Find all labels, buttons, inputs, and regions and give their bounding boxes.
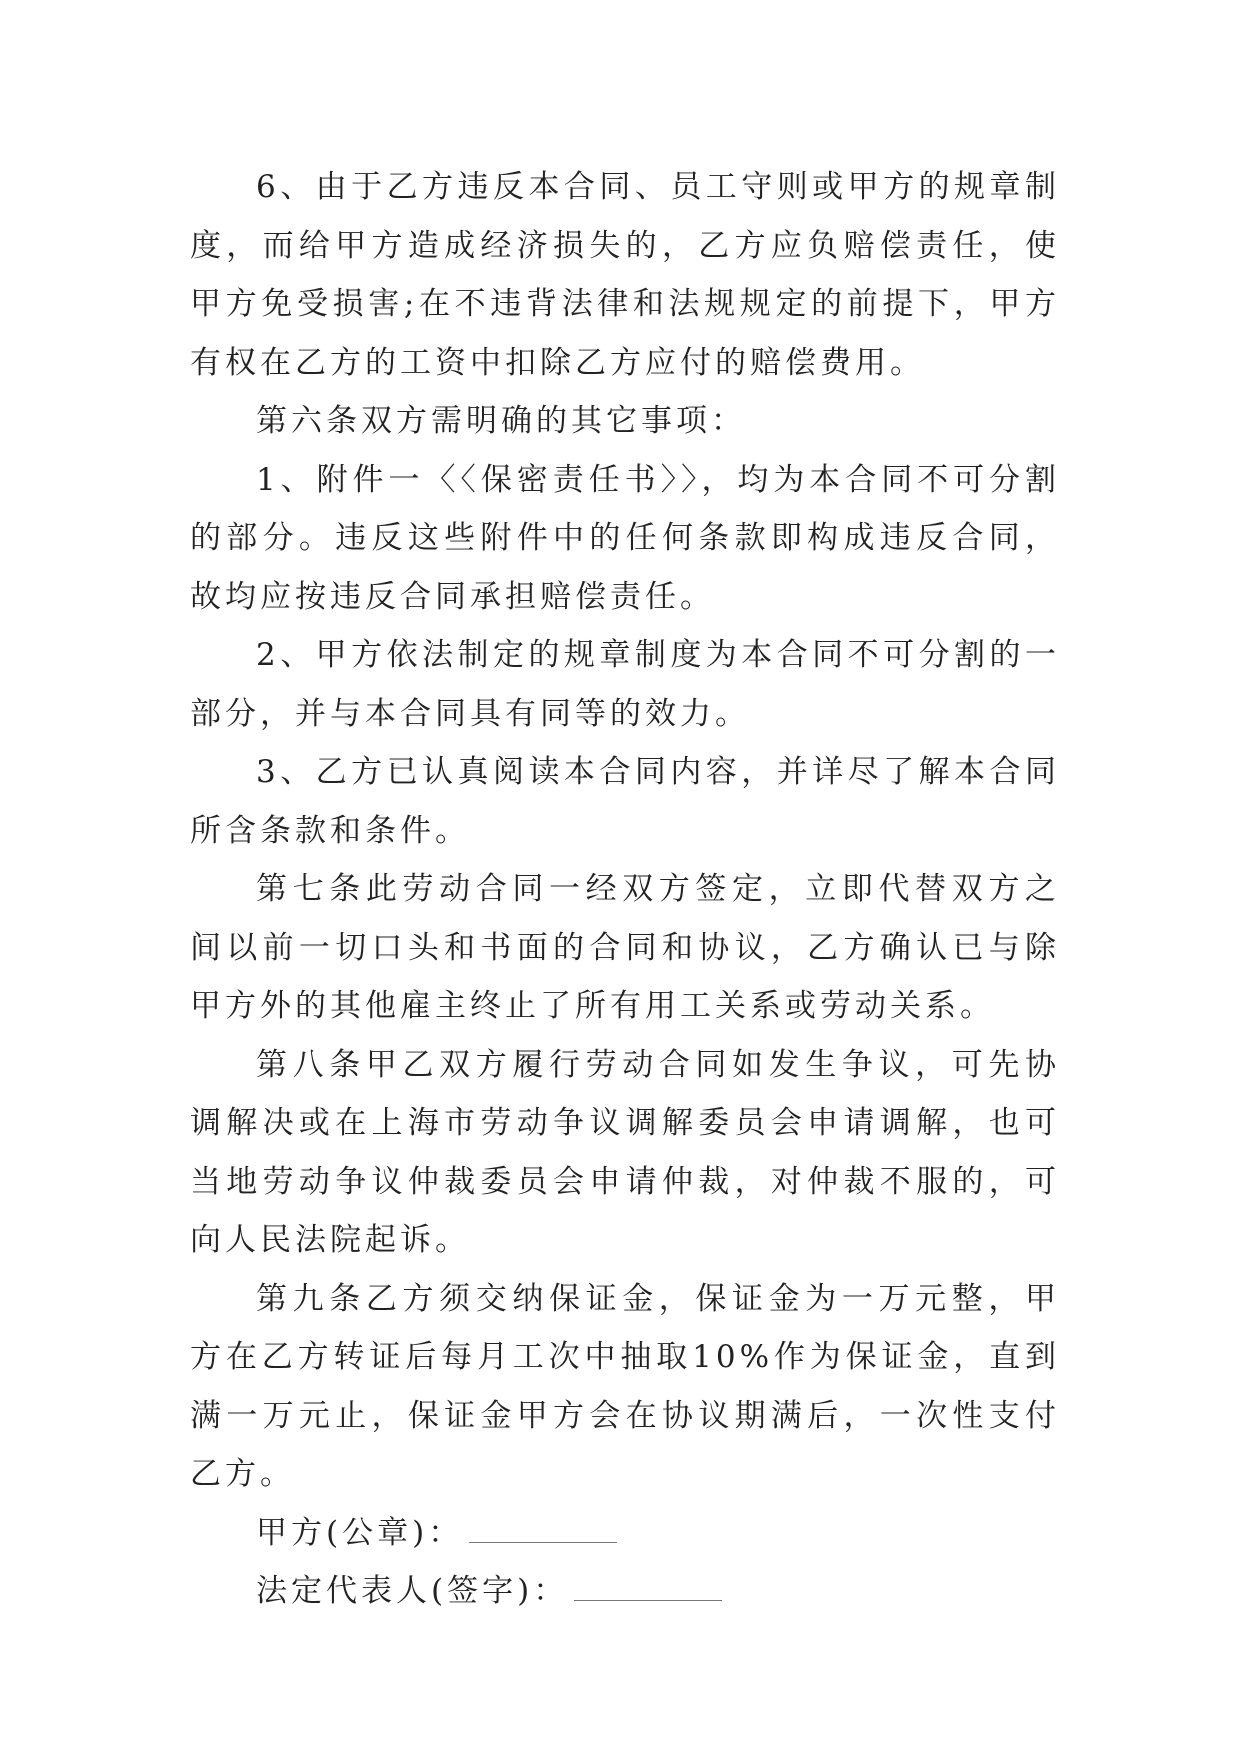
legal-rep-signature-blank[interactable] [574, 1599, 722, 1601]
party-a-signature-line [190, 1504, 1060, 1563]
clause-6-paragraph: 6、由于乙方违反本合同、员工守则或甲方的规章制度，而给甲方造成经济损失的，乙方应负赔偿责任，使甲方免受损害;在不违背法律和法规规定的前提下，甲方有权在乙方的工资中扣除乙方应付的赔偿费用。 [190, 169, 1060, 381]
article-6-item-1: 1、附件一〈〈保密责任书〉〉，均为本合同不可分割的部分。违反这些附件中的任何条款即构成违反合同，故均应按违反合同承担赔偿责任。 [190, 461, 1060, 615]
article-9-paragraph: 第九条乙方须交纳保证金，保证金为一万元整，甲方在乙方转证后每月工次中抽取10%作为保证金，直到满一万元止，保证金甲方会在协议期满后，一次性支付乙方。 [190, 1280, 1060, 1492]
article-8-paragraph: 第八条甲乙双方履行劳动合同如发生争议，可先协调解决或在上海市劳动争议调解委员会申请调解，也可当地劳动争议仲裁委员会申请仲裁，对仲裁不服的，可向人民法院起诉。 [190, 1046, 1060, 1258]
party-a-seal-blank[interactable] [469, 1541, 617, 1543]
document-body [190, 158, 1060, 1621]
article-7-paragraph: 第七条此劳动合同一经双方签定，立即代替双方之间以前一切口头和书面的合同和协议，乙方确认已与除甲方外的其他雇主终止了所有用工关系或劳动关系。 [190, 871, 1060, 1024]
article-6-heading: 第六条双方需明确的其它事项： [256, 403, 746, 439]
article-6-item-3: 3、乙方已认真阅读本合同内容，并详尽了解本合同所含条款和条件。 [190, 754, 1060, 849]
party-a-seal-label: 甲方(公章)： [256, 1514, 464, 1551]
legal-rep-signature-label: 法定代表人(签字)： [256, 1573, 569, 1609]
legal-rep-signature-line [190, 1562, 1060, 1621]
article-6-item-2: 2、甲方依法制定的规章制度为本合同不可分割的一部分，并与本合同具有同等的效力。 [190, 637, 1060, 732]
